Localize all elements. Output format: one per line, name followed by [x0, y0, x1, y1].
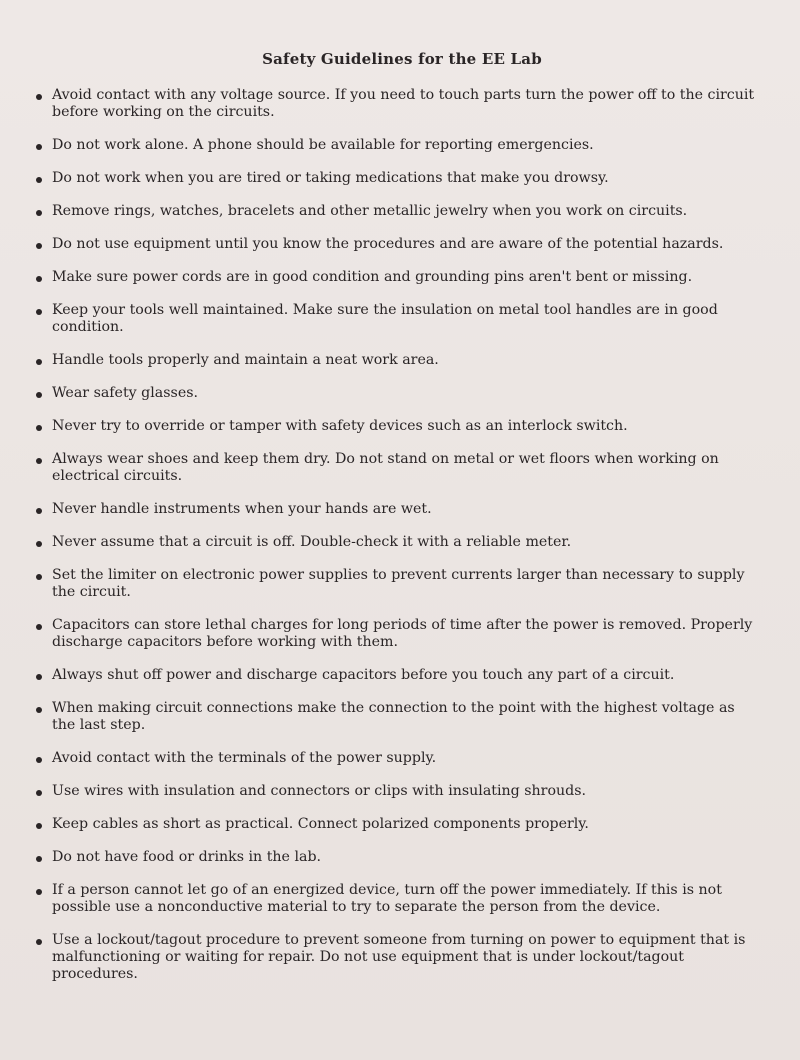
bullet-icon: [36, 458, 42, 464]
bullet-icon: [36, 177, 42, 183]
list-item-text: Do not have food or drinks in the lab.: [52, 849, 322, 865]
list-item: [34, 617, 762, 651]
list-item-text: Never assume that a circuit is off. Double-check it with a reliable meter.: [52, 534, 572, 550]
list-item-text: Keep your tools well maintained. Make sure the insulation on metal tool handles are in good condition.: [52, 302, 718, 335]
list-item-text: Avoid contact with the terminals of the power supply.: [52, 750, 437, 766]
bullet-icon: [36, 392, 42, 398]
list-item-text: Do not work when you are tired or taking medications that make you drowsy.: [52, 170, 609, 186]
list-item-text: Never handle instruments when your hands are wet.: [52, 501, 432, 517]
list-item: [34, 87, 762, 121]
bullet-icon: [36, 210, 42, 216]
list-item: [34, 352, 762, 369]
list-item: [34, 385, 762, 402]
bullet-icon: [36, 707, 42, 713]
list-item: [34, 203, 762, 220]
list-item-text: Set the limiter on electronic power supplies to prevent currents larger than necessary to supply the circuit.: [52, 567, 745, 600]
bullet-icon: [36, 425, 42, 431]
list-item: [34, 932, 762, 983]
bullet-icon: [36, 889, 42, 895]
list-item: [34, 567, 762, 601]
list-item-text: Remove rings, watches, bracelets and other metallic jewelry when you work on circuits.: [52, 203, 688, 219]
bullet-icon: [36, 508, 42, 514]
list-item-text: Do not work alone. A phone should be available for reporting emergencies.: [52, 137, 594, 153]
bullet-icon: [36, 823, 42, 829]
bullet-icon: [36, 276, 42, 282]
list-item-text: Never try to override or tamper with safety devices such as an interlock switch.: [52, 418, 628, 434]
list-item: [34, 750, 762, 767]
list-item-text: Always shut off power and discharge capacitors before you touch any part of a circuit.: [52, 667, 675, 683]
list-item-text: Handle tools properly and maintain a neat work area.: [52, 352, 439, 368]
bullet-icon: [36, 94, 42, 100]
list-item-text: Always wear shoes and keep them dry. Do not stand on metal or wet floors when working on electrical circuits.: [52, 451, 719, 484]
guidelines-list: [34, 87, 762, 983]
list-item: [34, 849, 762, 866]
list-item: [34, 269, 762, 286]
list-item-text: Use a lockout/tagout procedure to prevent someone from turning on power to equipment that is malfunctioning or waiting for repair. Do not use equipment that is under lockout/tagout procedures.: [52, 932, 746, 982]
list-item: [34, 418, 762, 435]
bullet-icon: [36, 674, 42, 680]
list-item: [34, 236, 762, 253]
list-item-text: If a person cannot let go of an energized device, turn off the power immediately. If this is not possible use a nonconductive material to try to separate the person from the device.: [52, 882, 722, 915]
list-item: [34, 137, 762, 154]
bullet-icon: [36, 144, 42, 150]
page-title: Safety Guidelines for the EE Lab: [262, 50, 542, 68]
bullet-icon: [36, 309, 42, 315]
bullet-icon: [36, 790, 42, 796]
bullet-icon: [36, 757, 42, 763]
list-item: [34, 700, 762, 734]
list-item: [34, 501, 762, 518]
bullet-icon: [36, 243, 42, 249]
list-item: [34, 783, 762, 800]
list-item-text: Capacitors can store lethal charges for long periods of time after the power is removed. Properly discharge capacitors before working with them.: [52, 617, 753, 650]
list-item: [34, 667, 762, 684]
list-item: [34, 302, 762, 336]
list-item: [34, 882, 762, 916]
list-item: [34, 170, 762, 187]
list-item-text: Wear safety glasses.: [52, 385, 199, 401]
list-item-text: Keep cables as short as practical. Connect polarized components properly.: [52, 816, 589, 832]
bullet-icon: [36, 856, 42, 862]
list-item: [34, 534, 762, 551]
list-item-text: When making circuit connections make the connection to the point with the highest voltage as the last step.: [52, 700, 735, 733]
list-item-text: Use wires with insulation and connectors or clips with insulating shrouds.: [52, 783, 587, 799]
bullet-icon: [36, 359, 42, 365]
bullet-icon: [36, 624, 42, 630]
list-item-text: Do not use equipment until you know the procedures and are aware of the potential hazards.: [52, 236, 724, 252]
bullet-icon: [36, 939, 42, 945]
bullet-icon: [36, 574, 42, 580]
list-item-text: Avoid contact with any voltage source. If you need to touch parts turn the power off to the circuit before working on the circuits.: [52, 87, 755, 120]
list-item: [34, 451, 762, 485]
list-item-text: Make sure power cords are in good condition and grounding pins aren't bent or missing.: [52, 269, 693, 285]
list-item: [34, 816, 762, 833]
bullet-icon: [36, 541, 42, 547]
